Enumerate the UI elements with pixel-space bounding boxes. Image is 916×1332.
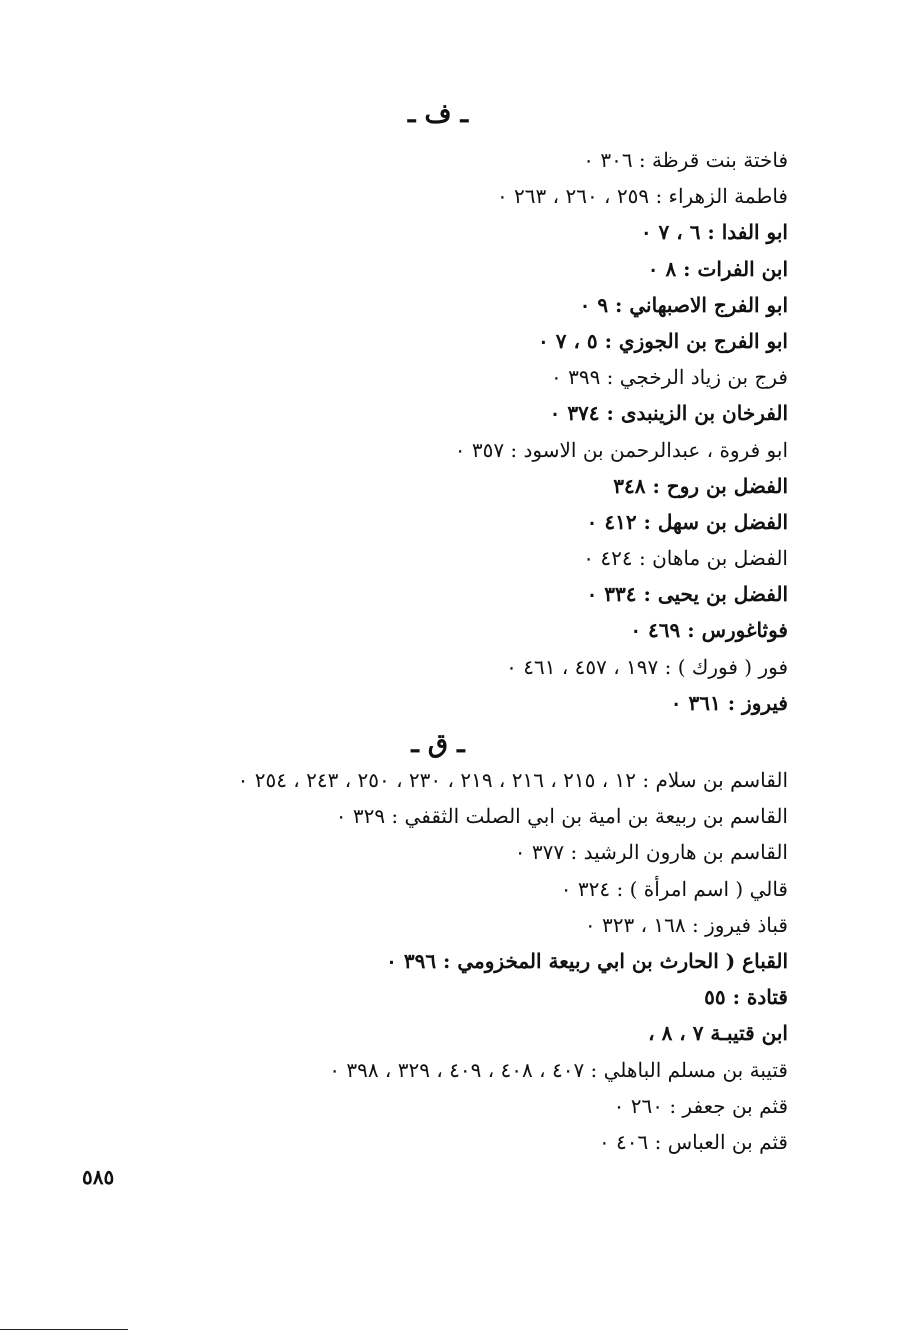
index-entry: فاختة بنت قرظة : ٣٠٦ ٠ [583,148,788,172]
index-entry: فاطمة الزهراء : ٢٥٩ ، ٢٦٠ ، ٢٦٣ ٠ [496,184,788,209]
index-entry: فور ( فورك ) : ١٩٧ ، ٤٥٧ ، ٤٦١ ٠ [506,654,788,679]
index-entry: ابن الفرات : ٨ ٠ [647,256,788,281]
index-entry: قتيبة بن مسلم الباهلي : ٤٠٧ ، ٤٠٨ ، ٤٠٩ ، ٣٢٩ ، ٣٩٨ ٠ [329,1057,788,1082]
index-entry: الفضل بن ماهان : ٤٢٤ ٠ [583,546,788,571]
index-entry: ابو فروة ، عبدالرحمن بن الاسود : ٣٥٧ ٠ [454,437,788,462]
index-entry: القاسم بن سلام : ١٢ ، ٢١٥ ، ٢١٦ ، ٢١٩ ، ٢٣٠ ، ٢٥٠ ، ٢٤٣ ، ٢٥٤ ٠ [237,768,788,792]
index-entry: ابو الفدا : ٦ ، ٧ ٠ [640,220,788,245]
index-entry: قباذ فيروز : ١٦٨ ، ٣٢٣ ٠ [584,912,788,937]
index-entry: الفرخان بن الزينبدى : ٣٧٤ ٠ [549,401,788,426]
index-entry: فيروز : ٣٦١ ٠ [670,690,788,715]
index-entry: فرج بن زياد الرخجي : ٣٩٩ ٠ [550,365,788,390]
index-entry: القاسم بن ربيعة بن امية بن ابي الصلت الثقفي : ٣٢٩ ٠ [335,804,788,829]
index-entry: ابن قتيبـة ٧ ، ٨ ، [648,1021,788,1046]
index-entry: قتادة : ٥٥ [704,985,788,1010]
index-entry: قالي ( اسم امرأة ) : ٣٢٤ ٠ [560,876,788,901]
index-entry: قثم بن جعفر : ٢٦٠ ٠ [613,1093,788,1118]
index-entry: قثم بن العباس : ٤٠٦ ٠ [598,1129,788,1154]
section-heading-fa: ـ ف ـ [407,99,469,129]
index-entry: القاسم بن هارون الرشيد : ٣٧٧ ٠ [514,840,788,865]
index-entry: الفضل بن روح : ٣٤٨ [613,473,788,498]
index-entry: القباع ( الحارث بن ابي ربيعة المخزومي : ٣٩٦ ٠ [386,948,788,973]
entry-list-fa [28,142,788,721]
index-entry: ابو الفرج بن الجوزي : ٥ ، ٧ ٠ [538,328,788,353]
page-number: ٥٨٥ [82,1165,115,1189]
entry-list-qaf [28,762,788,1160]
index-entry: ابو الفرج الاصبهاني : ٩ ٠ [579,292,788,317]
bottom-rule [0,1329,128,1330]
index-entry: فوثاغورس : ٤٦٩ ٠ [630,618,788,643]
section-heading-qaf: ـ ق ـ [411,729,465,759]
index-entry: الفضل بن سهل : ٤١٢ ٠ [586,509,788,534]
index-entry: الفضل بن يحيى : ٣٣٤ ٠ [586,582,788,607]
